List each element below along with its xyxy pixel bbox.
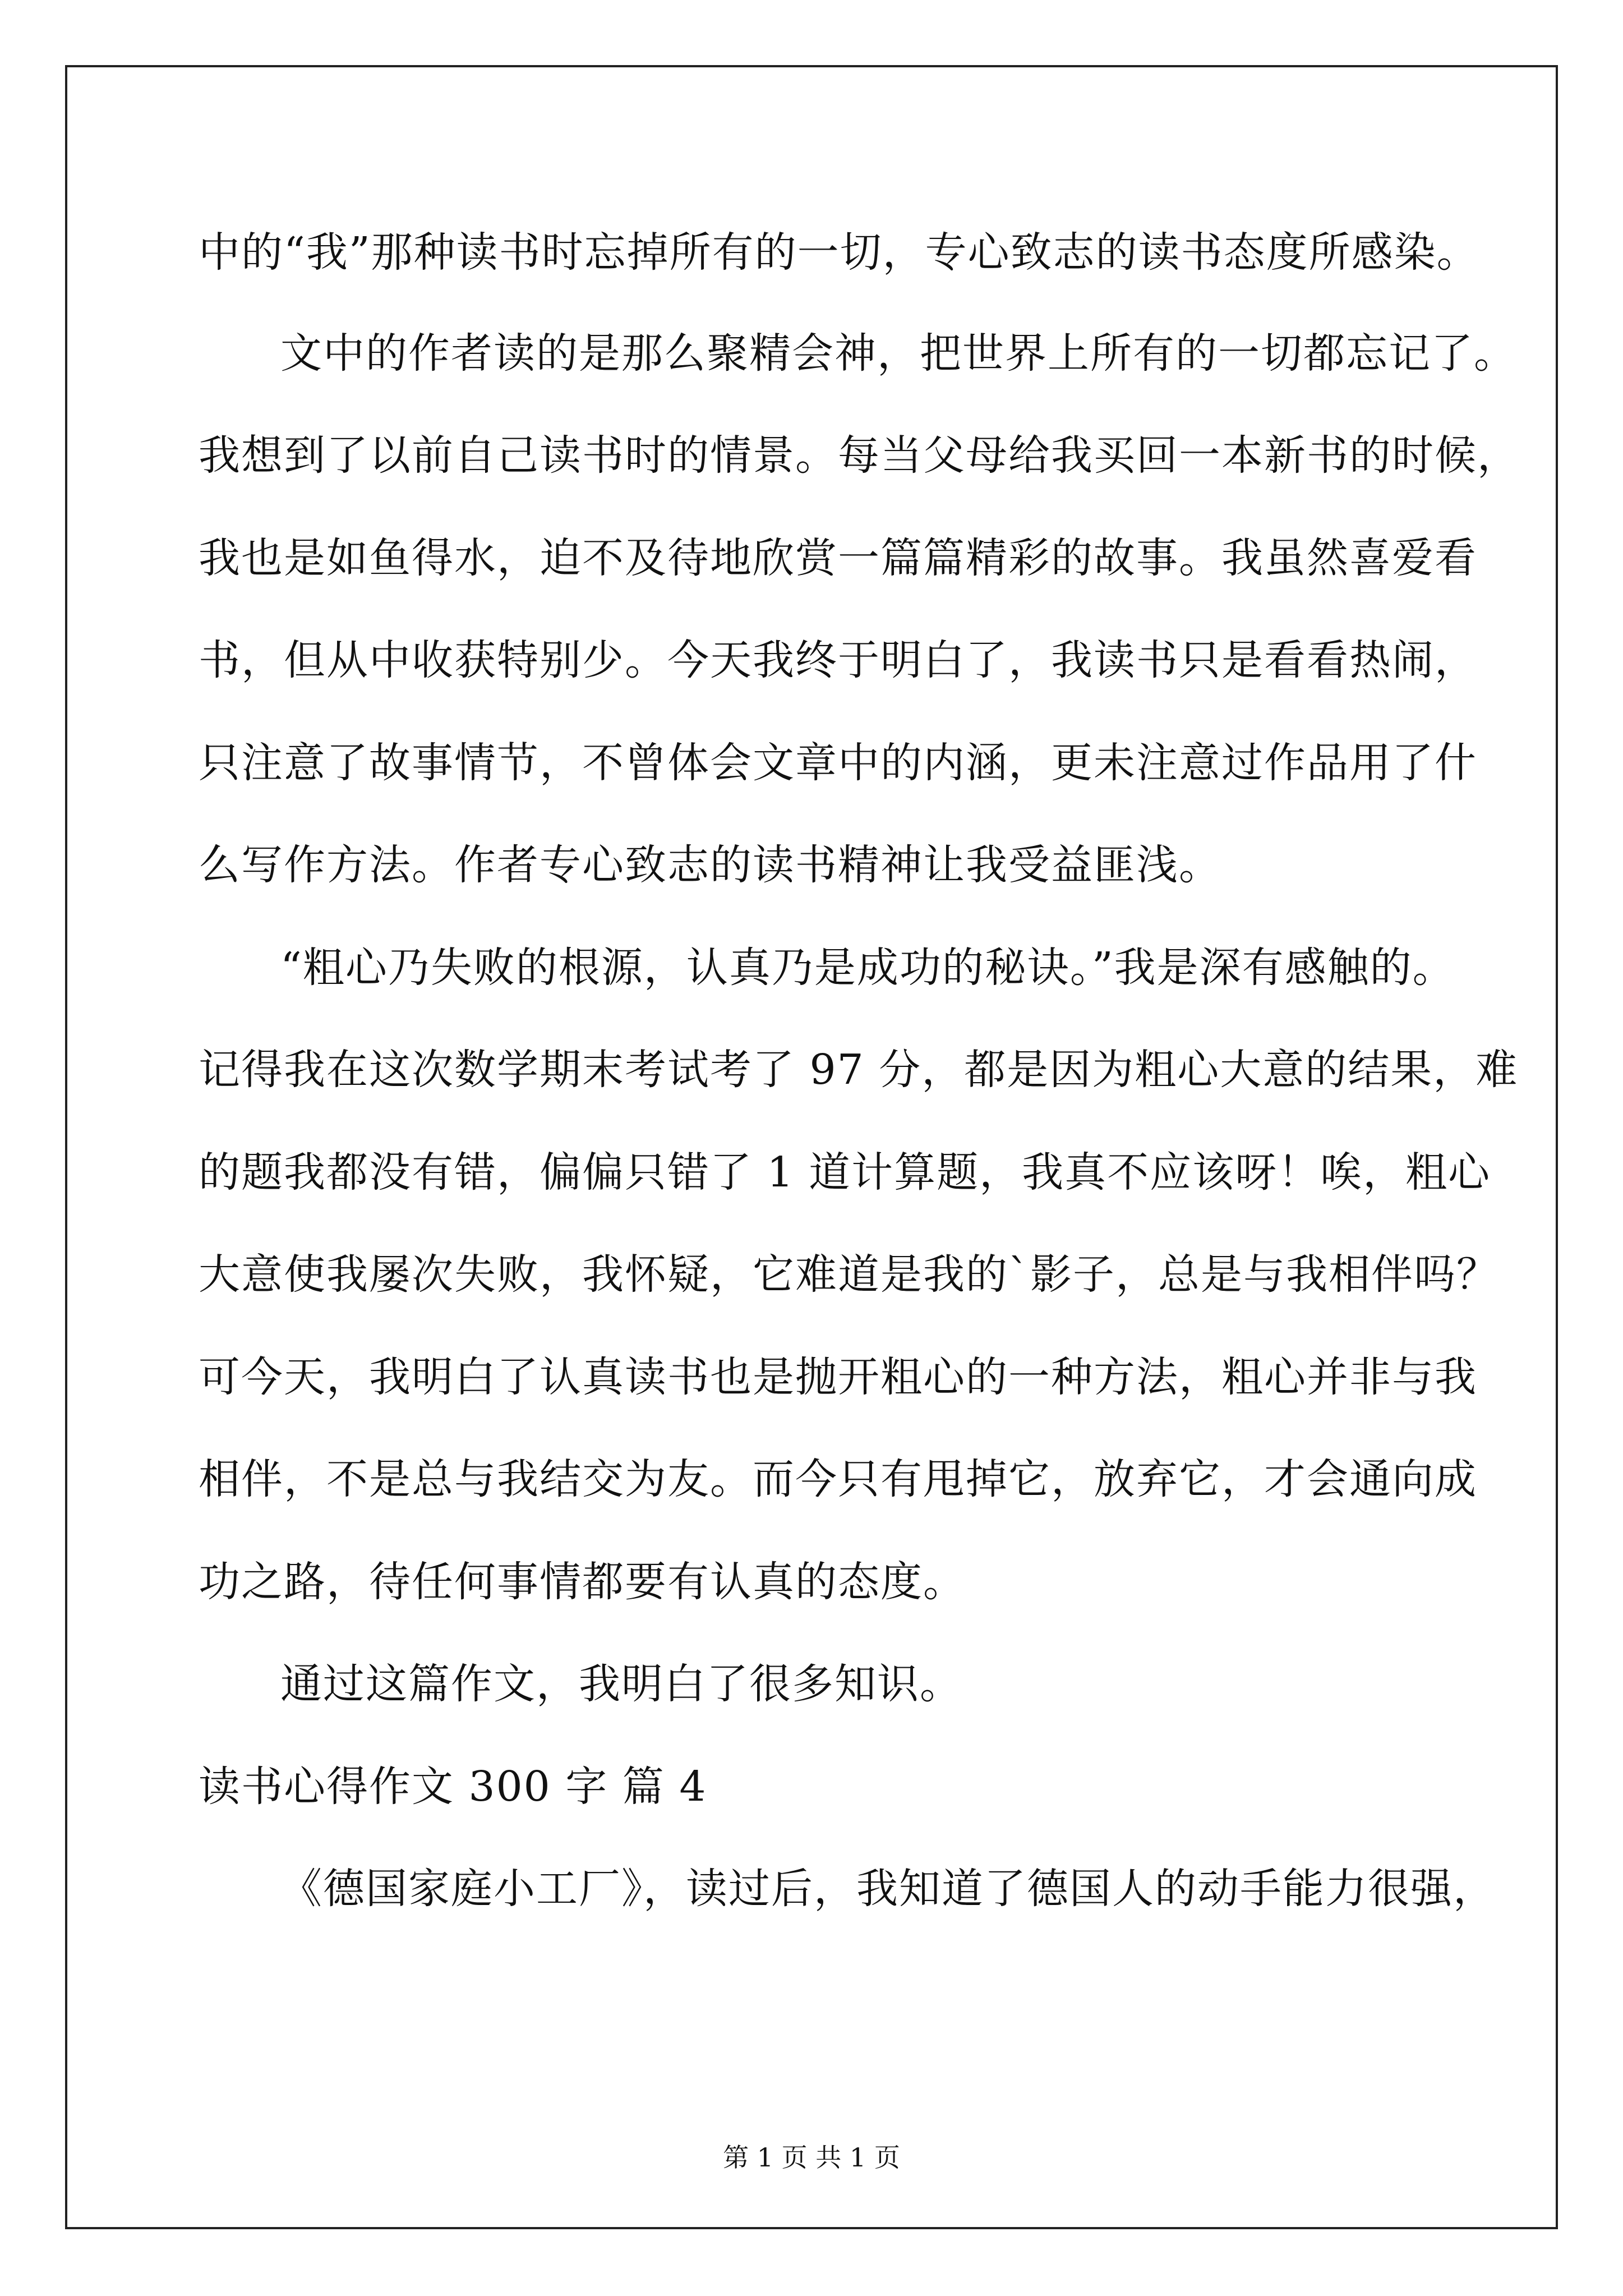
text-line: 中的“我”那种读书时忘掉所有的一切，专心致志的读书态度所感染。 — [199, 228, 1479, 277]
text-line: 功之路，待任何事情都要有认真的态度。 — [199, 1558, 966, 1606]
text-line: 文中的作者读的是那么聚精会神，把世界上所有的一切都忘记了。 — [280, 329, 1516, 378]
text-line: 大意使我屡次失败，我怀疑，它难道是我的`影子，总是与我相伴吗？ — [199, 1250, 1499, 1299]
section-heading: 读书心得作文 300 字 篇 4 — [199, 1763, 707, 1811]
text-line: 相伴，不是总与我结交为友。而今只有甩掉它，放弃它，才会通向成 — [199, 1455, 1477, 1503]
text-line: 可今天，我明白了认真读书也是抛开粗心的一种方法，粗心并非与我 — [199, 1353, 1477, 1401]
text-line: 我也是如鱼得水，迫不及待地欣赏一篇篇精彩的故事。我虽然喜爱看 — [199, 534, 1477, 582]
text-line: 的题我都没有错，偏偏只错了 1 道计算题，我真不应该呀！唉，粗心 — [199, 1148, 1491, 1197]
text-line: “粗心乃失败的根源，认真乃是成功的秘诀。”我是深有感触的。 — [280, 944, 1455, 992]
text-line: 《德国家庭小工厂》，读过后，我知道了德国人的动手能力很强， — [280, 1865, 1496, 1913]
text-line: 我想到了以前自己读书时的情景。每当父母给我买回一本新书的时候， — [199, 431, 1520, 480]
text-line: 通过这篇作文，我明白了很多知识。 — [280, 1660, 962, 1708]
text-line: 只注意了故事情节，不曾体会文章中的内涵，更未注意过作品用了什 — [199, 739, 1477, 787]
text-line: 记得我在这次数学期末考试考了 97 分，都是因为粗心大意的结果，难 — [199, 1046, 1519, 1094]
text-line: 么写作方法。作者专心致志的读书精神让我受益匪浅。 — [199, 841, 1221, 889]
page-footer: 第 1 页 共 1 页 — [723, 2142, 900, 2173]
text-line: 书，但从中收获特别少。今天我终于明白了，我读书只是看看热闹， — [199, 636, 1477, 684]
